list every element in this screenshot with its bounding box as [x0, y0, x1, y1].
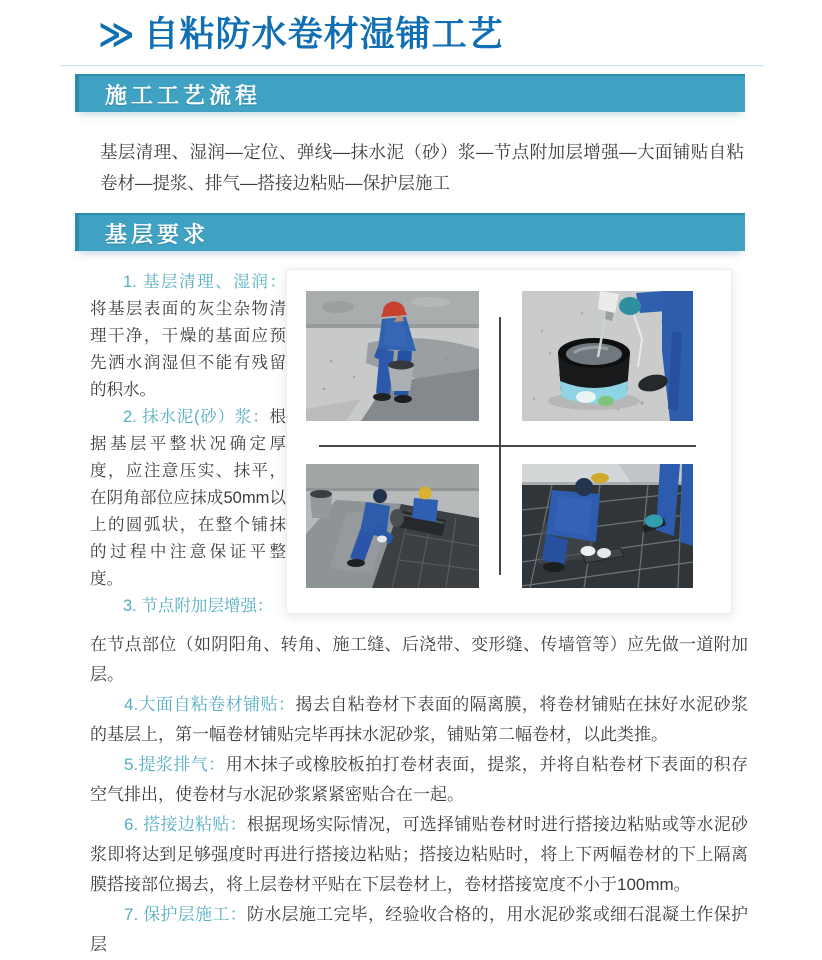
base-left-column [90, 269, 286, 620]
banner-label: 基层要求 [105, 221, 210, 247]
item-body: 用木抹子或橡胶板拍打卷材表面，提浆，并将自粘卷材下表面的积存空气排出，使卷材与水泥砂浆紧紧密贴合在一起。 [90, 755, 748, 804]
title-divider [60, 65, 764, 66]
section-banner-base [75, 213, 745, 251]
base-item-7 [90, 900, 748, 960]
section-banner-process [75, 74, 745, 112]
banner-label: 施工工艺流程 [105, 82, 262, 108]
item-body: 根据现场实际情况，可选择铺贴卷材时进行搭接边粘贴或等水泥砂浆即将达到足够强度时再进行搭接边粘贴；搭接边粘贴时，将上下两幅卷材的下上隔离膜搭接部位揭去，将上层卷材平贴在下层卷材上，卷材搭接宽度不小于100mm。 [90, 815, 748, 894]
page-title [98, 14, 742, 56]
item-body: 将基层表面的灰尘杂物清理干净，干燥的基面应预先洒水润湿但不能有残留的积水。 [90, 300, 286, 399]
item-heading: 6. 搭接边粘贴： [124, 815, 247, 834]
base-item-5 [90, 750, 748, 810]
membrane-smoothing-photo [522, 464, 693, 588]
base-requirements-section [90, 269, 745, 620]
item-heading: 3. 节点附加层增强： [123, 597, 274, 615]
item-heading: 1. 基层清理、湿润： [123, 273, 286, 291]
base-item-1 [90, 269, 286, 404]
cross-line-horizontal [319, 445, 696, 447]
base-item-3-body [90, 630, 748, 690]
item-heading: 5.提浆排气： [124, 755, 226, 774]
slurry-mixing-photo [522, 291, 693, 421]
item-heading: 2. 抹水泥(砂）浆： [123, 408, 270, 426]
page-title-text: 自粘防水卷材湿铺工艺 [143, 15, 504, 54]
base-item-3-heading [90, 593, 286, 620]
process-flow-text: 基层清理、湿润—定位、弹线—抹水泥（砂）浆—节点附加层增强—大面铺贴自粘卷材—提浆、排气—搭接边粘贴—保护层施工 [100, 142, 744, 193]
base-item-4 [90, 690, 748, 750]
base-item-2 [90, 404, 286, 593]
base-item-6 [90, 810, 748, 900]
membrane-rolling-photo [306, 464, 479, 588]
base-wetting-photo [306, 291, 479, 421]
page [0, 14, 822, 954]
item-heading: 4.大面自粘卷材铺贴： [124, 695, 296, 714]
item-body: 防水层施工完毕，经验收合格的，用水泥砂浆或细石混凝土作保护层 [90, 905, 748, 954]
base-bottom-text [90, 630, 748, 960]
item-heading: 7. 保护层施工： [124, 905, 247, 924]
item-body: 揭去自粘卷材下表面的隔离膜，将卷材铺贴在抹好水泥砂浆的基层上，第一幅卷材铺贴完毕再抹水泥砂浆，铺贴第二幅卷材，以此类推。 [90, 695, 749, 744]
item-body: 在节点部位（如阴阳角、转角、施工缝、后浇带、变形缝、传墙管等）应先做一道附加层。 [90, 635, 748, 684]
photo-grid-card [286, 269, 732, 614]
item-body: 根据基层平整状况确定厚度，应注意压实、抹平，在阴角部位应抹成50mm以上的圆弧状，在整个铺抹的过程中注意保证平整度。 [90, 408, 286, 588]
double-chevron-icon: ≫ [98, 15, 136, 54]
